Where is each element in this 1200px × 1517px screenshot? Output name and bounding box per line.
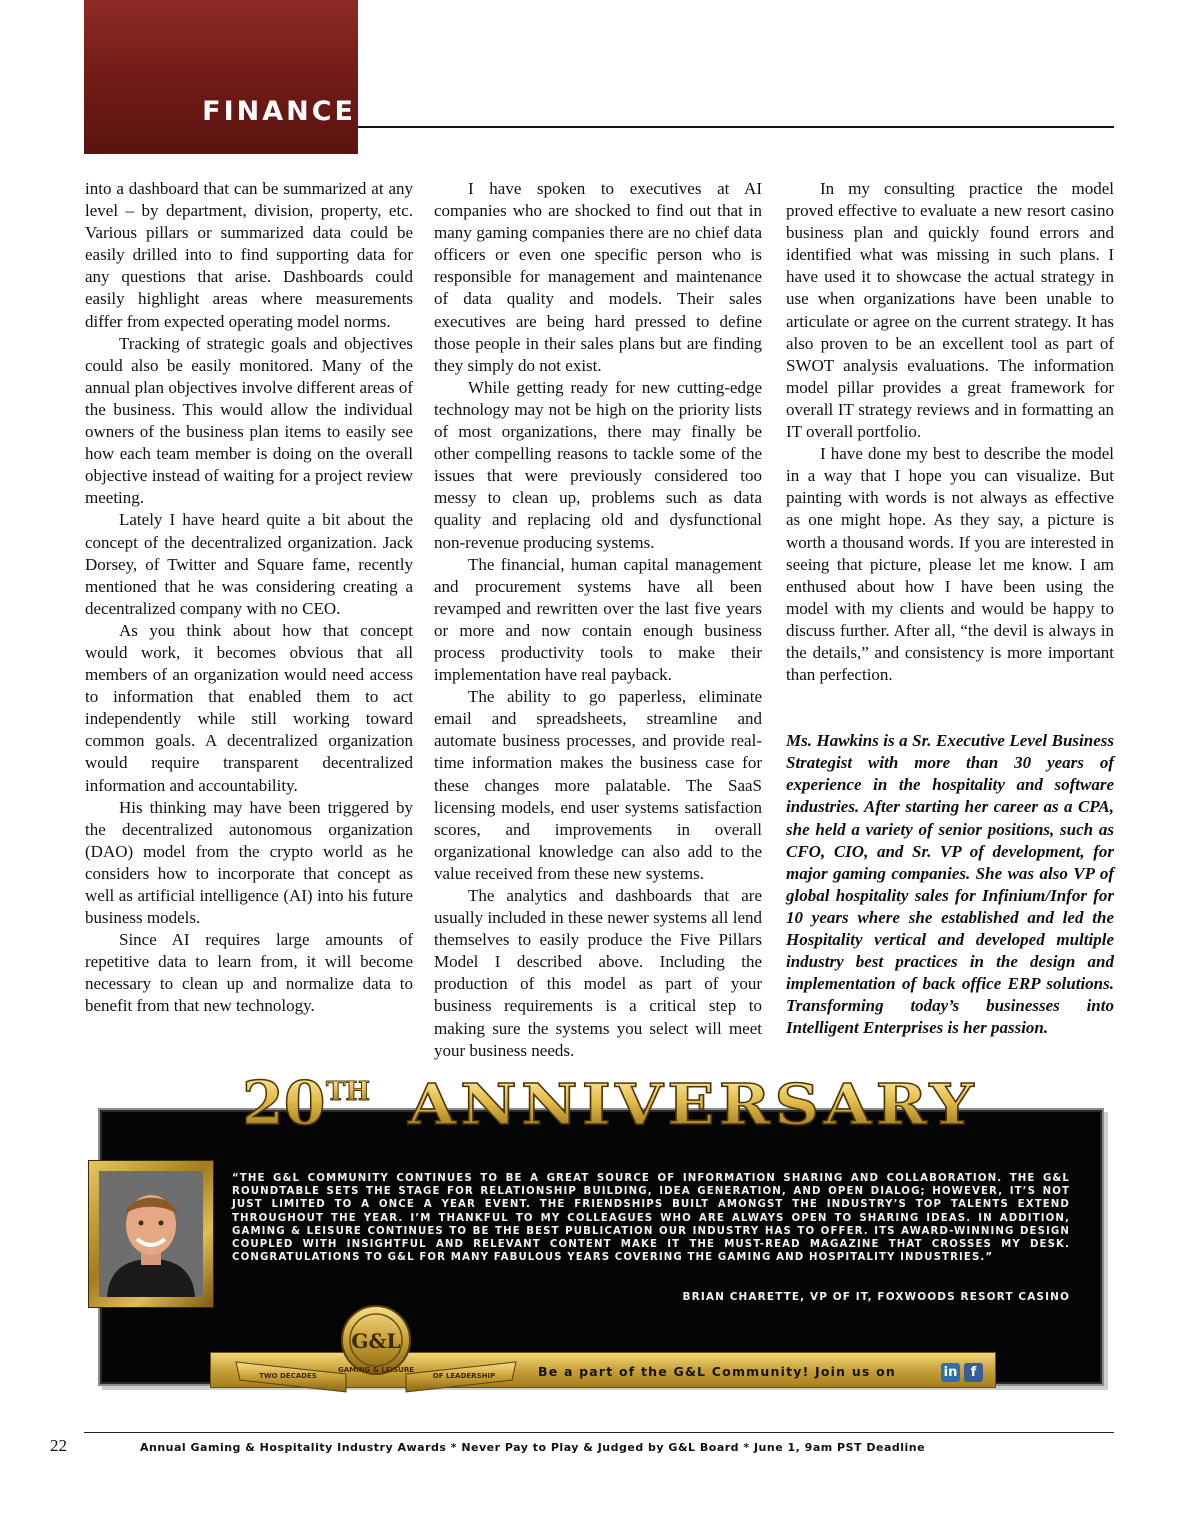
paragraph: His thinking may have been triggered by the decentralized autonomous organization (DAO) model from the crypto world as he considers how to incorporate that concept as well as artificial intelligence (AI) into his future business models.: [85, 797, 413, 928]
paragraph: In my consulting practice the model proved effective to evaluate a new resort casino business plan and quickly found errors and identified what was missing in such plans. I have used it to showcase the actual strategy in use when organizations have been unable to articulate or agree on the current strategy. It has also proven to be an excellent tool as part of SWOT analysis evaluations. The information model pillar provides a great framework for overall IT strategy reviews and in formatting an IT overall portfolio.: [786, 179, 1114, 442]
seal-left-text: TWO DECADES: [259, 1372, 317, 1380]
two-decades-seal: [226, 1304, 526, 1396]
join-community-text: Be a part of the G&L Community! Join us on: [538, 1364, 896, 1379]
paragraph: into a dashboard that can be summarized at any level – by department, division, property, etc. Various pillars or summarized data could be easily drilled into to find supporting data for any questions that arise. Dashboards could easily highlight areas where measurements differ from expected operating model norms.: [85, 179, 413, 331]
author-bio: Ms. Hawkins is a Sr. Executive Level Business Strategist with more than 30 years of experience in the hospitality and software industries. After starting her career as a CPA, she held a variety of senior positions, such as CFO, CIO, and Sr. VP of development, for major gaming companies. She was also VP of global hospitality sales for Infinium/Infor for 10 years where she established and led the Hospitality vertical and developed multiple industry best practices in the design and implementation of back office ERP solutions. Transforming today’s businesses into Intelligent Enterprises is her passion.: [786, 731, 1114, 1038]
portrait-photo: [99, 1171, 203, 1297]
testimonial-quote: “THE G&L COMMUNITY CONTINUES TO BE A GREAT SOURCE OF INFORMATION SHARING AND COLLABORATION. THE G&L ROUNDTABLE SETS THE STAGE FOR RELATIONSHIP BUILDING, IDEA GENERATION, AND OPEN DIALOG; HOWEVER, IT’S NOT JUST LIMITED TO A ONCE A YEAR EVENT. THE FRIENDSHIPS BUILT AMONGST THE INDUSTRY’S TOP TALENTS EXTEND THROUGHOUT THE YEAR. I’M THANKFUL TO MY COLLEAGUES WHO ARE ALWAYS OPEN TO SHARING IDEAS. IN ADDITION, GAMING & LEISURE CONTINUES TO BE THE BEST PUBLICATION OUR INDUSTRY HAS TO OFFER. ITS AWARD-WINNING DESIGN COUPLED WITH INSIGHTFUL AND RELEVANT CONTENT MAKE IT THE MUST-READ MAGAZINE THAT CROSSES MY DESK. CONGRATULATIONS TO G&L FOR MANY FABULOUS YEARS COVERING THE GAMING AND HOSPITALITY INDUSTRIES.”: [232, 1173, 1070, 1264]
paragraph: The financial, human capital management and procurement systems have all been revamped and rewritten over the last five years or more and now contain enough business process productivity tools to make their implementation have real payback.: [434, 554, 762, 685]
anniversary-number: 20: [242, 1069, 326, 1132]
paragraph: Since AI requires large amounts of repetitive data to learn from, it will become necessary to clean up and normalize data to benefit from that new technology.: [85, 930, 413, 1016]
header-rule: [358, 126, 1114, 128]
paragraph: The analytics and dashboards that are usually included in these newer systems all lend themselves to easily produce the Five Pillars Model I described above. Including the production of this model as part of your business requirements is a critical step to making sure the systems you select will meet your business needs.: [434, 886, 762, 1060]
footer-rule: [84, 1432, 1114, 1433]
seal-right-text: OF LEADERSHIP: [432, 1372, 496, 1380]
page-number: 22: [50, 1436, 67, 1455]
section-label: FINANCE: [202, 96, 356, 127]
article-column-3: [786, 178, 1114, 1039]
paragraph: I have done my best to describe the model in a way that I hope you can visualize. But painting with words is not always as effective as one might hope. As they say, a picture is worth a thousand words. If you are interested in seeing that picture, please let me know. I am enthused about how I have been using the model with my clients and would be happy to discuss further. After all, “the devil is always in the details,” and consistency is more important than perfection.: [786, 444, 1114, 685]
facebook-icon[interactable]: f: [964, 1363, 983, 1382]
footer-banner: Annual Gaming & Hospitality Industry Awards * Never Pay to Play & Judged by G&L Board * June 1, 9am PST Deadline: [140, 1441, 926, 1454]
paragraph: Lately I have heard quite a bit about the concept of the decentralized organization. Jack Dorsey, of Twitter and Square fame, recently mentioned that he was considering creating a decentralized company with no CEO.: [85, 510, 413, 618]
paragraph: Tracking of strategic goals and objectives could also be easily monitored. Many of the annual plan objectives involve different areas of the business. This would allow the individual owners of the business plan items to easily see how each team member is doing on the overall objective instead of waiting for a project review meeting.: [85, 333, 413, 508]
seal-top-text: GAMING & LEISURE: [337, 1366, 415, 1374]
paragraph: As you think about how that concept would work, it becomes obvious that all members of an organization would need access to information that enabled them to act independently while still working toward common goals. A decentralized organization would require transparent decentralized information and accountability.: [85, 620, 413, 795]
linkedin-icon[interactable]: in: [941, 1363, 960, 1382]
section-header-tab: [84, 0, 358, 154]
anniversary-title: [230, 1068, 990, 1132]
article-column-1: [85, 178, 413, 1018]
anniversary-word: ANNIVERSARY: [406, 1072, 978, 1132]
paragraph: I have spoken to executives at AI companies who are shocked to find out that in many gaming companies there are no chief data officers or even one specific person who is responsible for management and maintenance of data quality and models. Their sales executives are being hard pressed to define those people in their sales plans but are finding they simply do not exist.: [434, 179, 762, 375]
paragraph: The ability to go paperless, eliminate email and spreadsheets, streamline and automate business processes, and provide real-time information makes the business case for these changes more palatable. The SaaS licensing models, end user systems satisfaction scores, and improvements in overall organizational knowledge can also add to the value received from these new systems.: [434, 687, 762, 883]
seal-logo: G&L: [351, 1329, 401, 1353]
portrait-frame: [88, 1160, 214, 1308]
article-column-2: [434, 178, 762, 1062]
paragraph: While getting ready for new cutting-edge technology may not be high on the priority lists of most organizations, there may finally be other compelling reasons to tackle some of the issues that were previously considered too messy to clean up, problems such as data quality and replacing old and dysfunctional non-revenue producing systems.: [434, 377, 762, 552]
person-portrait-icon: [99, 1171, 203, 1297]
testimonial-attribution: BRIAN CHARETTE, VP OF IT, FOXWOODS RESORT CASINO: [682, 1291, 1070, 1303]
anniversary-suffix: TH: [326, 1077, 370, 1107]
